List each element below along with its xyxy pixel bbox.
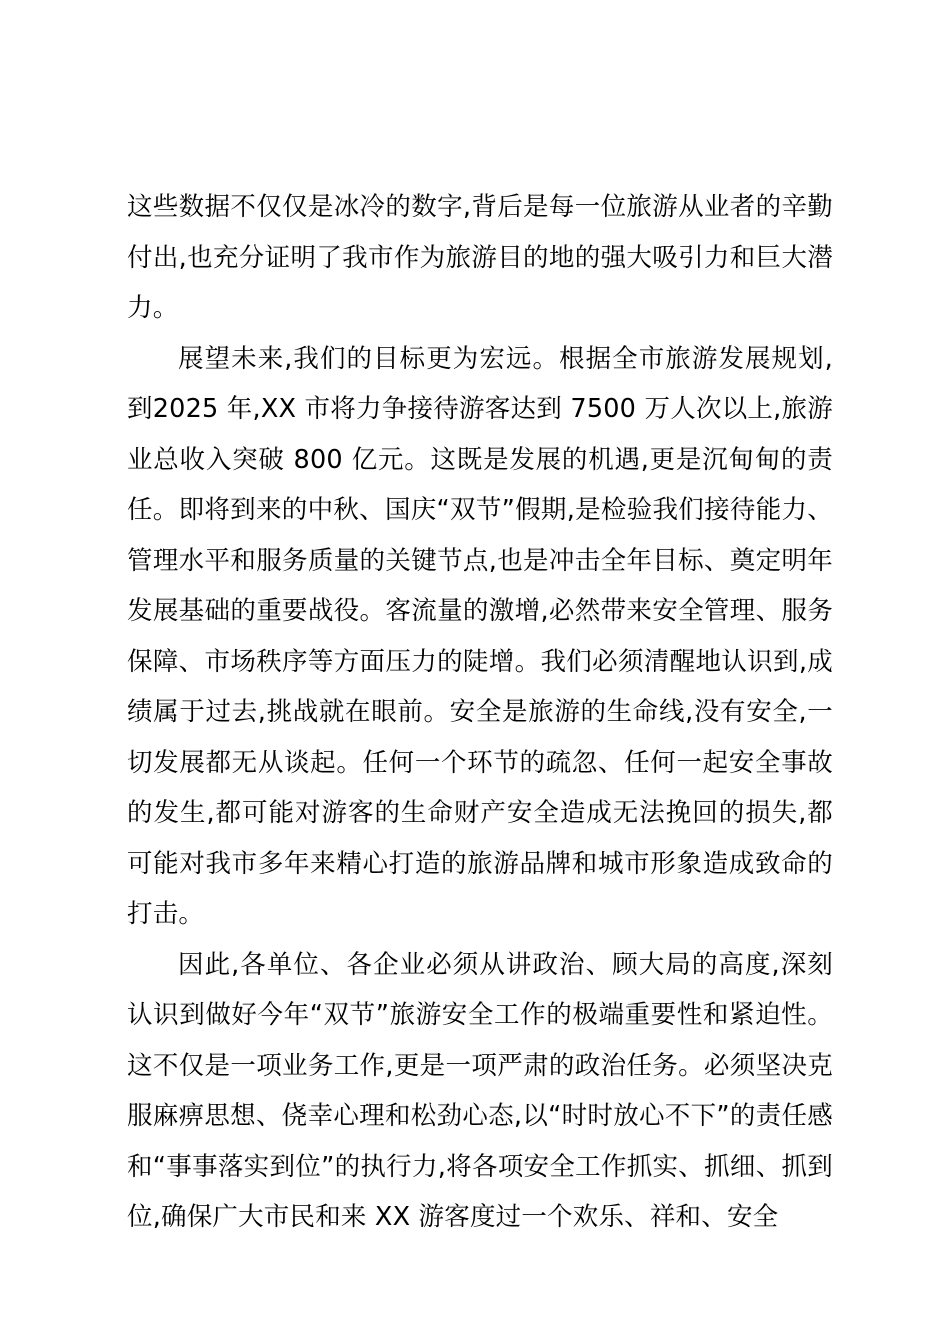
paragraph-2: 展望未来,我们的目标更为宏远。根据全市旅游发展规划,到2025 年,XX 市将力争接待游客达到 7500 万人次以上,旅游业总收入突破 800 亿元。这既是发展的机遇,更是沉甸甸的责任。即将到来的中秋、国庆“双节”假期,是检验我们接待能力、管理水平和服务质量的关键节点,也是冲击全年目标、奠定明年发展基础的重要战役。客流量的激增,必然带来安全管理、服务保障、市场秩序等方面压力的陡增。我们必须清醒地认识到,成绩属于过去,挑战就在眼前。安全是旅游的生命线,没有安全,一切发展都无从谈起。任何一个环节的疏忽、任何一起安全事故的发生,都可能对游客的生命财产安全造成无法挽回的损失,都可能对我市多年来精心打造的旅游品牌和城市形象造成致命的打击。 (127, 343, 833, 929)
paragraph-3: 因此,各单位、各企业必须从讲政治、顾大局的高度,深刻认识到做好今年“双节”旅游安全工作的极端重要性和紧迫性。这不仅是一项业务工作,更是一项严肃的政治任务。必须坚决克服麻痹思想、侥幸心理和松劲心态,以“时时放心不下”的责任感和“事事落实到位”的执行力,将各项安全工作抓实、抓细、抓到位,确保广大市民和来 XX 游客度过一个欢乐、祥和、安全 (127, 949, 833, 1232)
document-body (127, 182, 833, 1243)
paragraph-1: 这些数据不仅仅是冰冷的数字,背后是每一位旅游从业者的辛勤付出,也充分证明了我市作为旅游目的地的强大吸引力和巨大潜力。 (127, 192, 833, 323)
